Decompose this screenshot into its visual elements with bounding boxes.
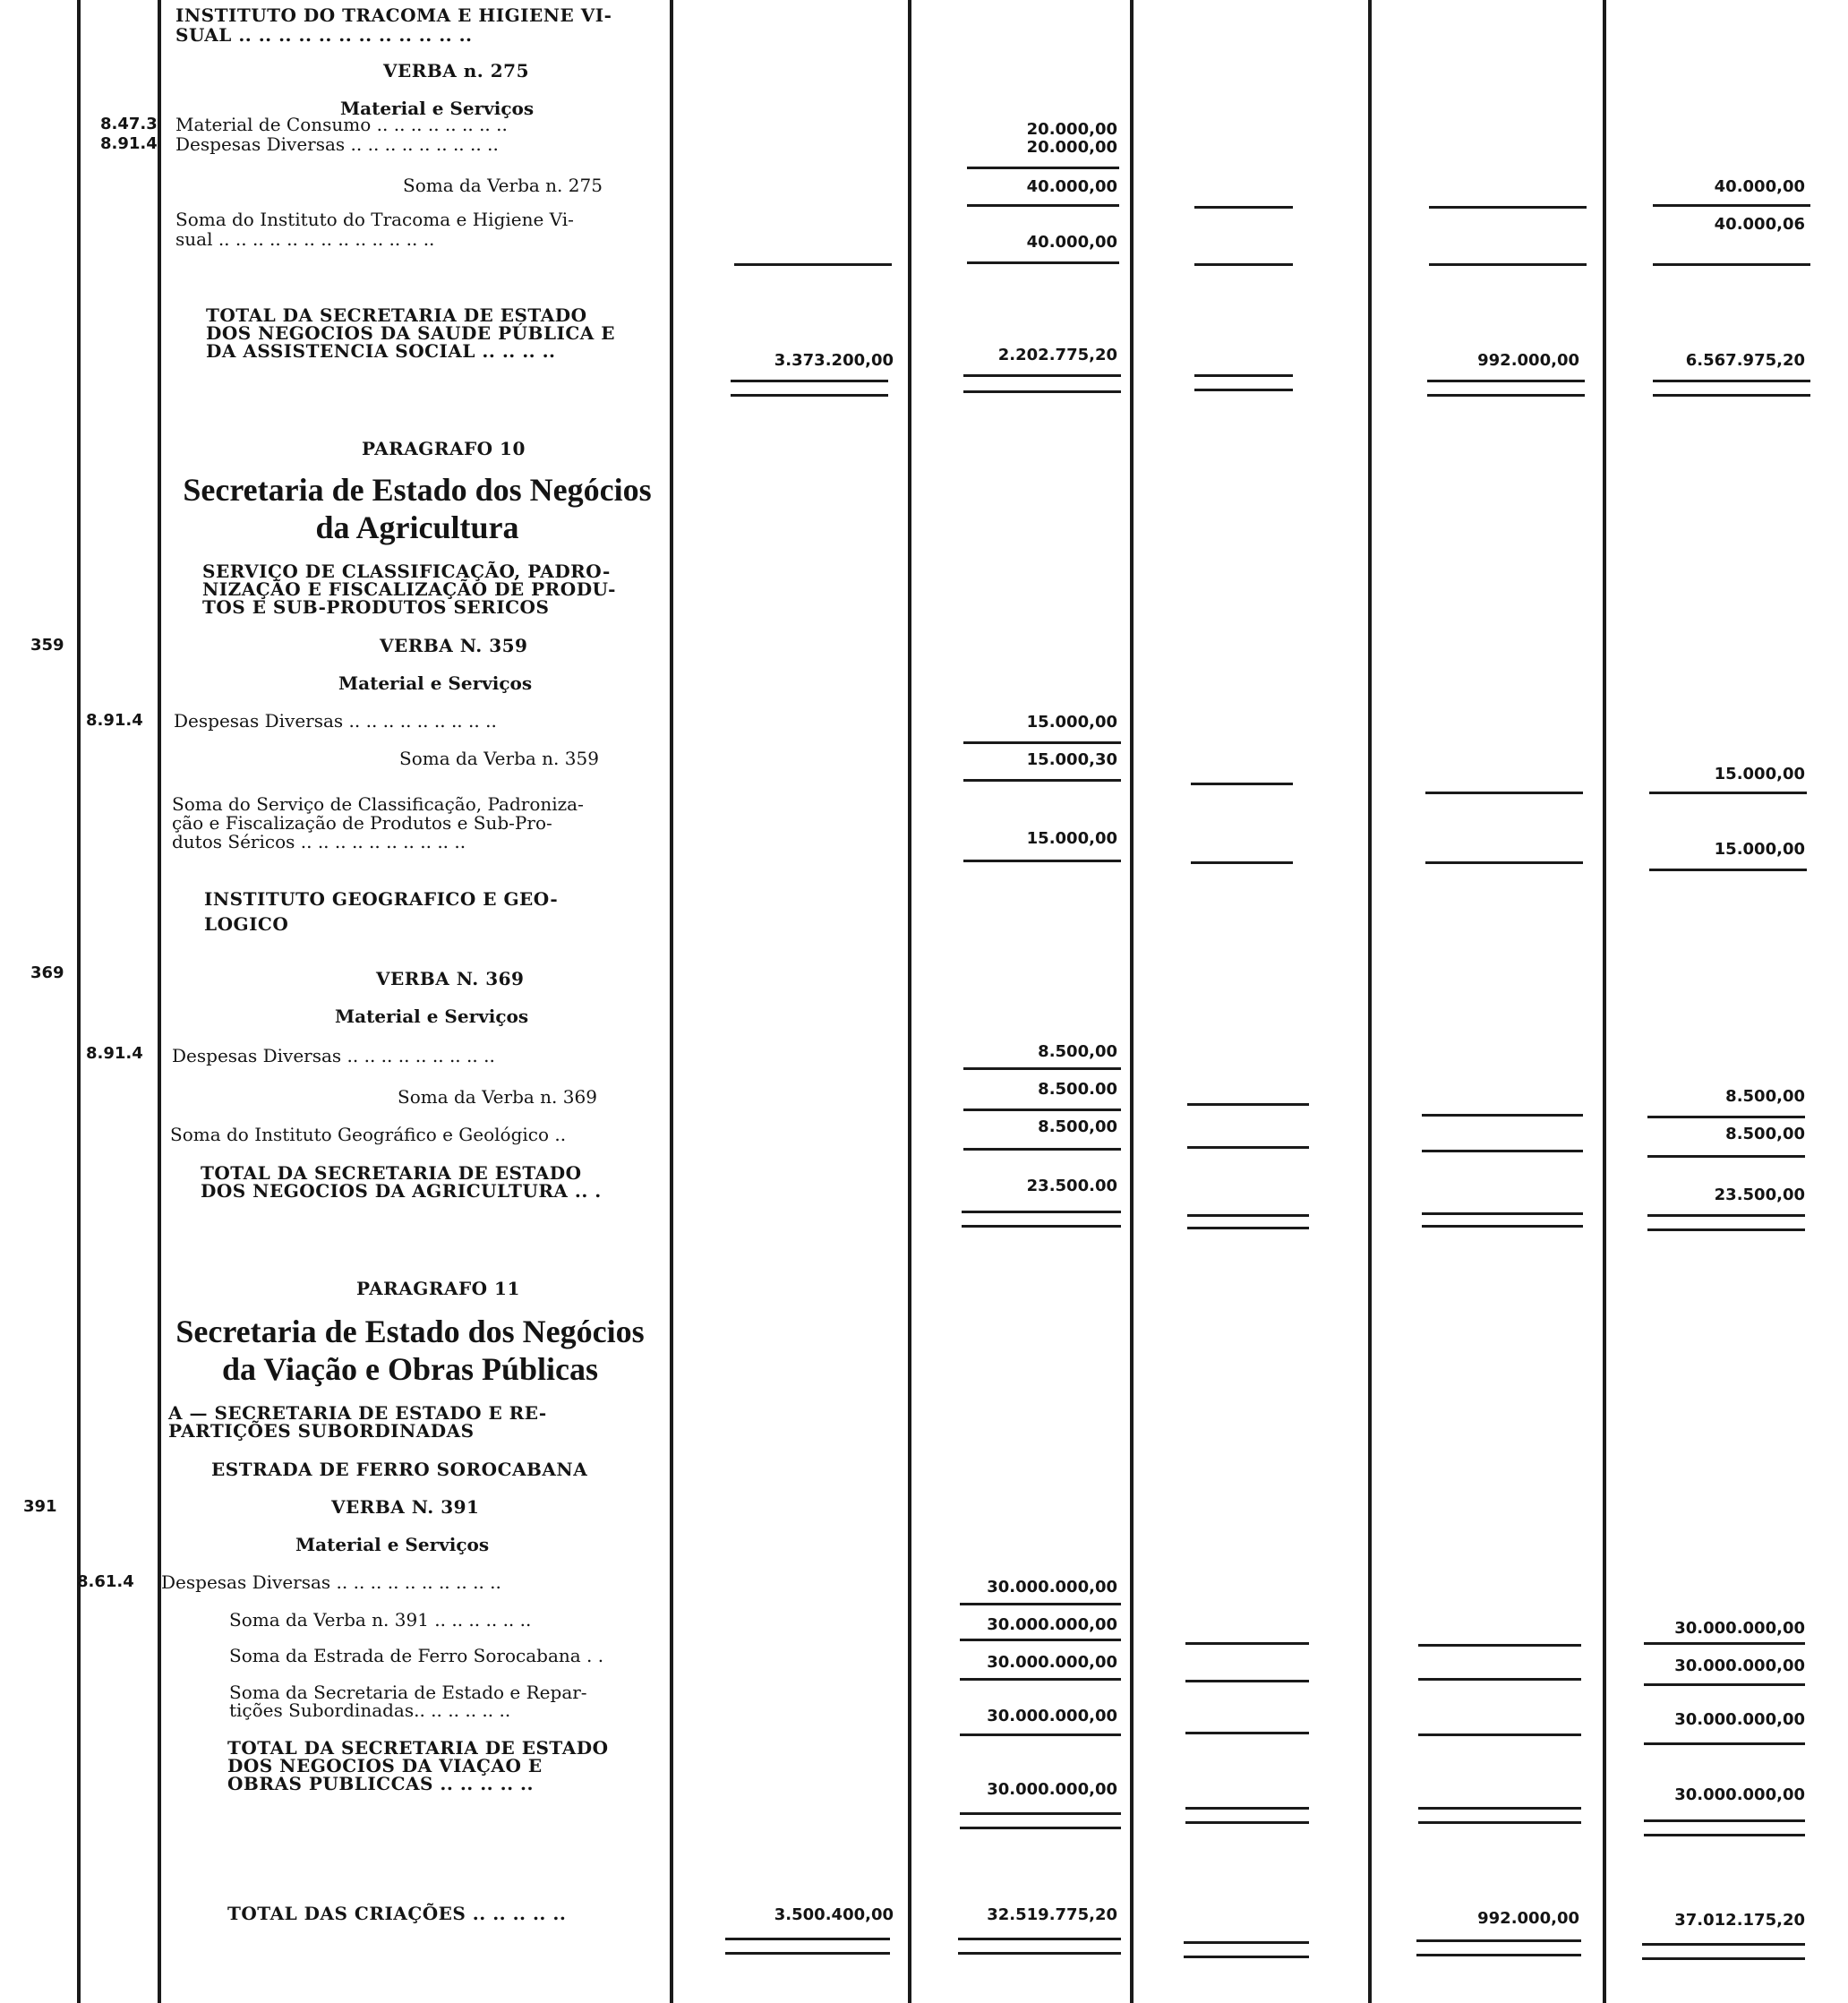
verba-heading: VERBA n. 275 <box>383 60 529 81</box>
amount: 23.500,00 <box>1714 1186 1805 1204</box>
column-rule <box>1603 0 1606 2003</box>
rule <box>1647 1116 1805 1118</box>
total-heading: TOTAL DA SECRETARIA DE ESTADO DOS NEGOCIOS DA AGRICULTURA .. . <box>201 1162 602 1202</box>
amount: 40.000,00 <box>1026 177 1117 196</box>
rule <box>1194 374 1293 377</box>
column-rule <box>158 0 161 2003</box>
column-rule <box>1368 0 1372 2003</box>
amount: 8.500,00 <box>1725 1125 1805 1143</box>
rule <box>963 741 1121 744</box>
rule <box>963 1067 1121 1070</box>
rule <box>1642 1957 1805 1960</box>
rule <box>1418 1821 1581 1824</box>
amount: 23.500.00 <box>1026 1177 1117 1195</box>
subtotal-label: Soma da Estrada de Ferro Sorocabana . . <box>229 1645 604 1666</box>
rule <box>1422 1114 1583 1117</box>
code-label: 8.61.4 <box>77 1572 134 1591</box>
rule <box>963 779 1121 782</box>
amount: 30.000.000,00 <box>1674 1710 1805 1729</box>
rule <box>1194 206 1293 209</box>
paragraph-heading: PARAGRAFO 11 <box>356 1278 520 1299</box>
rule <box>1418 1733 1581 1736</box>
rule <box>1653 394 1810 397</box>
amount: 30.000.000,00 <box>987 1615 1117 1634</box>
rule <box>1653 380 1810 382</box>
amount: 30.000.000,00 <box>987 1653 1117 1672</box>
rule <box>963 374 1121 377</box>
subtotal-label: Soma da Verba n. 369 <box>398 1086 597 1108</box>
rule <box>1647 1214 1805 1217</box>
grand-total-label: TOTAL DAS CRIAÇÕES .. .. .. .. .. <box>227 1903 567 1924</box>
rule <box>1647 1155 1805 1158</box>
line-item: Despesas Diversas .. .. .. .. .. .. .. .. .. .. <box>161 1571 501 1593</box>
rule <box>1185 1807 1309 1810</box>
column-rule <box>908 0 911 2003</box>
rule <box>1644 1834 1805 1836</box>
rule <box>1644 1742 1805 1745</box>
margin-number: 391 <box>23 1497 57 1516</box>
amount: 15.000,30 <box>1026 750 1117 769</box>
amount: 30.000.000,00 <box>987 1707 1117 1725</box>
code-label: 8.91.4 <box>100 134 158 153</box>
rule <box>1422 1225 1583 1228</box>
rule <box>1429 206 1587 209</box>
rule <box>960 1678 1121 1681</box>
subtotal-label: Soma da Verba n. 275 <box>403 175 603 196</box>
secretaria-title: Secretaria de Estado dos Negócios da Agricultura <box>183 472 652 545</box>
section-heading: A — SECRETARIA DE ESTADO E RE- PARTIÇÕES SUBORDINADAS <box>168 1402 547 1442</box>
rule <box>960 1812 1121 1815</box>
rule <box>1416 1939 1581 1942</box>
margin-number: 359 <box>30 636 64 655</box>
rule <box>1425 861 1583 864</box>
amount: 992.000,00 <box>1477 351 1579 370</box>
rule <box>963 1148 1121 1151</box>
rule <box>960 1827 1121 1829</box>
rule <box>963 1108 1121 1111</box>
rule <box>1653 204 1810 207</box>
rule <box>1418 1678 1581 1681</box>
rule <box>960 1639 1121 1641</box>
column-rule <box>670 0 673 2003</box>
line-item: Despesas Diversas .. .. .. .. .. .. .. .. .. <box>175 133 499 155</box>
amount: 37.012.175,20 <box>1674 1911 1805 1930</box>
subheading: Material e Serviços <box>295 1534 490 1555</box>
subheading: Material e Serviços <box>335 1006 529 1027</box>
amount: 30.000.000,00 <box>987 1780 1117 1799</box>
amount: 3.500.400,00 <box>774 1905 894 1924</box>
rule <box>967 167 1119 169</box>
rule <box>1642 1943 1805 1946</box>
secretaria-title: Secretaria de Estado dos Negócios da Viação e Obras Públicas <box>175 1314 645 1387</box>
verba-heading: VERBA N. 359 <box>380 635 528 656</box>
rule <box>1644 1683 1805 1686</box>
rule <box>1184 1956 1309 1958</box>
amount: 30.000.000,00 <box>1674 1785 1805 1804</box>
rule <box>967 261 1119 264</box>
rule <box>1185 1821 1309 1824</box>
rule <box>958 1938 1121 1940</box>
rule <box>1429 263 1587 266</box>
rule <box>1653 263 1810 266</box>
amount: 6.567.975,20 <box>1685 351 1805 370</box>
rule <box>731 394 888 397</box>
rule <box>1649 869 1807 871</box>
amount: 15.000,00 <box>1714 840 1805 859</box>
amount: 20.000,00 <box>1026 120 1117 139</box>
rule <box>958 1952 1121 1955</box>
line-item: Despesas Diversas .. .. .. .. .. .. .. .. .. <box>172 1045 495 1066</box>
subtotal-label: Soma do Instituto do Tracoma e Higiene Vi- sual .. .. .. .. .. .. .. .. .. .. .. .. .. <box>175 209 574 250</box>
amount: 8.500,00 <box>1038 1042 1117 1061</box>
rule <box>734 263 892 266</box>
verba-heading: VERBA N. 391 <box>331 1496 480 1518</box>
rule <box>1644 1819 1805 1822</box>
section-heading: INSTITUTO DO TRACOMA E HIGIENE VI- SUAL .. .. .. .. .. .. .. .. .. .. .. .. <box>175 4 612 46</box>
amount: 15.000,00 <box>1026 713 1117 732</box>
rule <box>1647 1228 1805 1231</box>
rule <box>1422 1212 1583 1215</box>
amount: 30.000.000,00 <box>1674 1619 1805 1638</box>
line-item: Material de Consumo .. .. .. .. .. .. .. .. <box>175 114 508 135</box>
amount: 15.000,00 <box>1714 765 1805 783</box>
rule <box>960 1603 1121 1605</box>
subtotal-label: Soma da Verba n. 359 <box>399 748 599 769</box>
rule <box>731 380 888 382</box>
rule <box>1644 1642 1805 1645</box>
rule <box>1649 792 1807 794</box>
rule <box>1187 1214 1309 1217</box>
amount: 8.500.00 <box>1038 1080 1117 1099</box>
amount: 32.519.775,20 <box>987 1905 1117 1924</box>
rule <box>1187 1227 1309 1229</box>
amount: 20.000,00 <box>1026 138 1117 157</box>
rule <box>1418 1807 1581 1810</box>
rule <box>962 1211 1121 1213</box>
rule <box>963 860 1121 862</box>
rule <box>1185 1732 1309 1734</box>
subheading: Material e Serviços <box>338 672 533 694</box>
rule <box>967 204 1119 207</box>
column-rule <box>77 0 81 2003</box>
subtotal-label: Soma da Secretaria de Estado e Repar- tições Subordinadas.. .. .. .. .. .. <box>229 1682 587 1721</box>
total-heading: TOTAL DA SECRETARIA DE ESTADO DOS NEGOCIOS DA SAUDE PÚBLICA E DA ASSISTENCIA SOCIAL .. .. .. .. <box>206 304 616 362</box>
rule <box>1185 1642 1309 1645</box>
verba-heading: VERBA N. 369 <box>376 968 525 989</box>
code-label: 8.91.4 <box>86 1044 143 1063</box>
rule <box>1194 263 1293 266</box>
section-heading: INSTITUTO GEOGRAFICO E GEO- LOGICO <box>204 888 559 935</box>
line-item: Despesas Diversas .. .. .. .. .. .. .. .. .. <box>174 710 497 732</box>
amount: 30.000.000,00 <box>987 1578 1117 1596</box>
code-label: 8.47.3 <box>100 115 158 133</box>
rule <box>1418 1644 1581 1647</box>
margin-number: 369 <box>30 963 64 982</box>
rule <box>963 390 1121 393</box>
amount: 3.373.200,00 <box>774 351 894 370</box>
rule <box>1425 792 1583 794</box>
amount: 8.500,00 <box>1725 1087 1805 1106</box>
total-heading: TOTAL DA SECRETARIA DE ESTADO DOS NEGOCIOS DA VIAÇAO E OBRAS PUBLICCAS .. .. .. .. .. <box>227 1737 609 1794</box>
rule <box>1427 380 1585 382</box>
subtotal-label: Soma do Serviço de Classificação, Padroniza- ção e Fiscalização de Produtos e Sub-Pro- dutos Séricos .. .. .. .. .. .. .. .. .. .. <box>172 793 584 852</box>
rule <box>1194 389 1293 391</box>
rule <box>1187 1146 1309 1149</box>
subtotal-label: Soma da Verba n. 391 .. .. .. .. .. .. <box>229 1609 532 1631</box>
subheading: Material e Serviços <box>340 98 535 119</box>
rule <box>962 1225 1121 1228</box>
column-rule <box>1130 0 1134 2003</box>
subtotal-label: Soma do Instituto Geográfico e Geológico .. <box>170 1124 567 1145</box>
rule <box>1416 1954 1581 1956</box>
rule <box>1187 1103 1309 1106</box>
section-heading: ESTRADA DE FERRO SOROCABANA <box>211 1459 588 1480</box>
amount: 15.000,00 <box>1026 829 1117 848</box>
amount: 30.000.000,00 <box>1674 1656 1805 1675</box>
rule <box>1191 783 1293 785</box>
amount: 992.000,00 <box>1477 1909 1579 1928</box>
amount: 8.500,00 <box>1038 1117 1117 1136</box>
amount: 40.000,00 <box>1026 233 1117 252</box>
rule <box>1422 1150 1583 1152</box>
amount: 40.000,06 <box>1714 215 1805 234</box>
rule <box>725 1938 890 1940</box>
rule <box>1427 394 1585 397</box>
rule <box>1185 1680 1309 1682</box>
paragraph-heading: PARAGRAFO 10 <box>362 438 526 459</box>
amount: 2.202.775,20 <box>997 346 1117 364</box>
code-label: 8.91.4 <box>86 711 143 730</box>
rule <box>960 1733 1121 1736</box>
rule <box>1191 861 1293 864</box>
rule <box>725 1952 890 1955</box>
amount: 40.000,00 <box>1714 177 1805 196</box>
rule <box>1184 1941 1309 1944</box>
section-heading: SERVIÇO DE CLASSIFICAÇÃO, PADRO- NIZAÇÃO E FISCALIZAÇÃO DE PRODU- TOS E SUB-PRODUTOS SERICOS <box>202 561 616 618</box>
